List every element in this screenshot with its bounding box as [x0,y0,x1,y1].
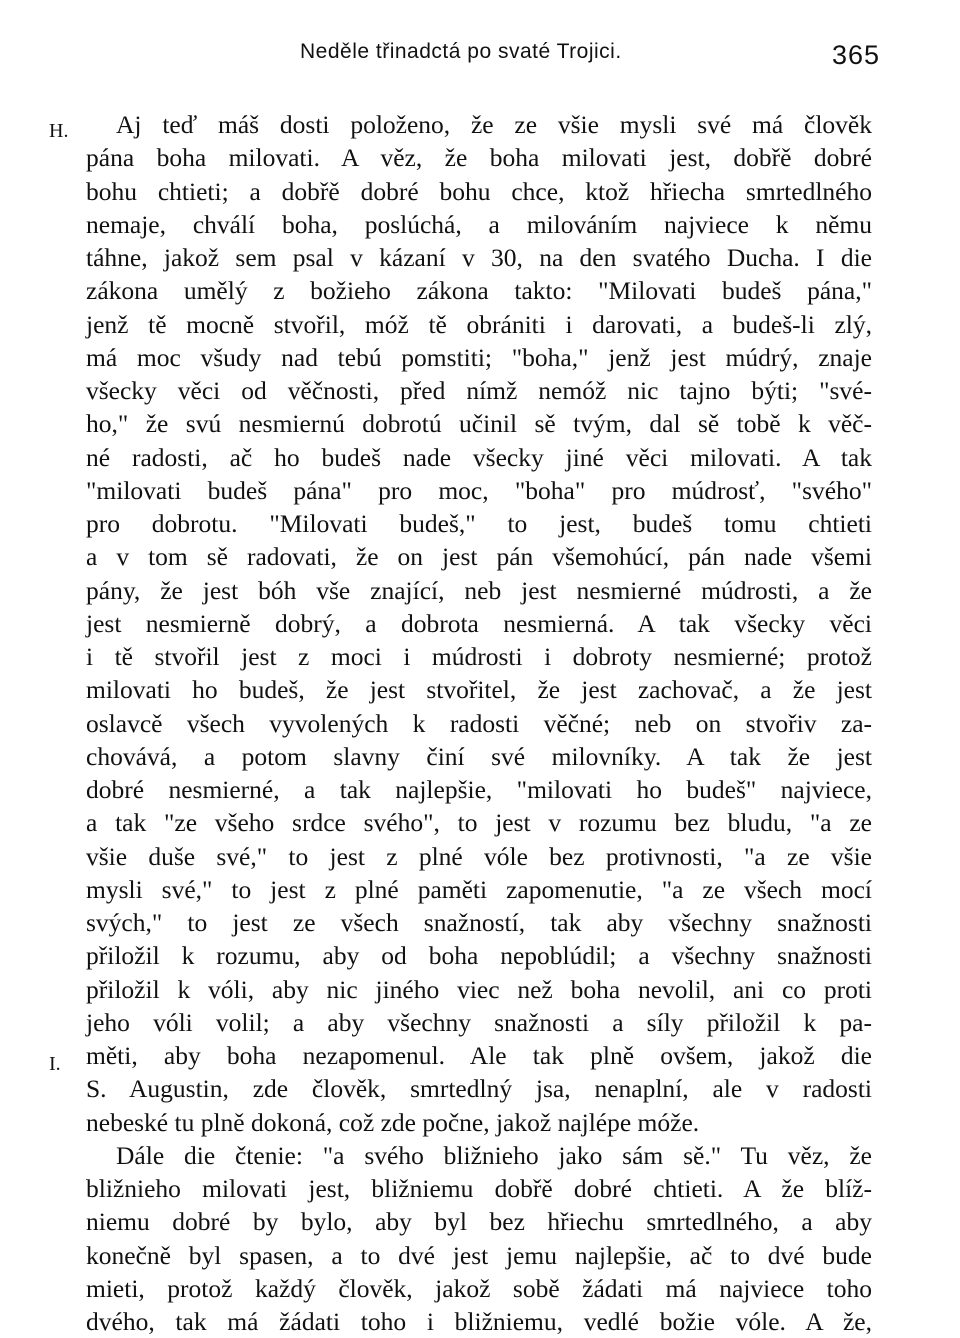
text-line: oslavcě všech vyvolených k radosti věčné; neb on stvořiv za- [86,708,872,738]
text-line: všecky věci od věčnosti, před nímž nemóž nic tajno býti; "své- [86,376,872,405]
text-line: pány, že jest bóh vše znající, neb jest nesmierné múdrosti, a že [86,575,872,605]
text-line: jenž tě mocně stvořil, móž tě obrániti i darovati, a budeš-li zlý, [86,309,872,339]
text-line: S. Augustin, zde člověk, smrtedlný jsa, nenaplní, ale v radosti [86,1074,872,1104]
text-line: dobré nesmierné, a tak najlepšie, "milovati ho budeš" najviece, [86,775,872,804]
text-line: bližnieho milovati jest, bližniemu dobřě dobré chtieti. A že blíž- [86,1174,872,1203]
text-line: Aj teď máš dosti položeno, že ze všie mysli své má člověk [116,110,872,139]
text-line: zákona umělý z božieho zákona takto: "Milovati budeš pána," [86,276,872,306]
text-line: "milovati budeš pána" pro moc, "boha" pro múdrosť, "svého" [86,475,872,505]
text-line: jeho vóli volil; a aby všechny snažnosti a síly přiložil k pa- [86,1007,872,1037]
section-marker-i: I. [49,1053,61,1075]
text-line: jest nesmierně dobrý, a dobrota nesmierná. A tak všecky věci [86,608,872,638]
page-number: 365 [831,40,880,70]
text-line: Dále die čtenie: "a svého bližnieho jako sám sě." Tu věz, že [116,1140,872,1170]
text-line: milovati ho budeš, že jest stvořitel, že jest zachovač, a že jest [86,675,872,705]
text-line: pána boha milovati. A věz, že boha milovati jest, dobřě dobré [86,143,872,173]
text-line: konečně byl spasen, a to dvé jest jemu najlepšie, ač to dvé bude [86,1240,872,1270]
text-line: svých," to jest ze všech snažností, tak aby všechny snažnosti [86,908,872,937]
text-line: i tě stvořil jest z moci i múdrosti i dobroty nesmierné; protož [86,642,872,671]
text-line: bohu chtieti; a dobřě dobré bohu chce, ktož hřiecha smrtedlného [86,176,872,206]
text-line: nebeské tu plně dokoná, což zde počne, jakož najlépe móže. [86,1107,700,1137]
text-line: a v tom sě radovati, že on jest pán všemohúcí, pán nade všemi [86,542,872,572]
text-line: měti, aby boha nezapomenul. Ale tak plně ovšem, jakož die [86,1041,872,1070]
text-line: všie duše své," to jest z plné vóle bez protivnosti, "a ze všie [86,841,872,871]
text-line: ho," že svú nesmiernú dobrotú učinil sě tvým, dal sě tobě k věč- [86,409,872,439]
text-line: přiložil k vóli, aby nic jiného viec než boha nevolil, ani co proti [86,974,872,1004]
text-line: mieti, protož každý člověk, jakož sobě žádati má najviece toho [86,1273,872,1303]
text-line: chovává, a potom slavny činí své milovníky. A tak že jest [86,741,872,771]
text-line: táhne, jakož sem psal v kázaní v 30, na den svatého Ducha. I die [86,243,872,272]
section-marker-h: H. [49,120,69,142]
text-line: niemu dobré by bylo, aby byl bez hřiechu smrtedlného, a aby [86,1207,872,1237]
text-line: pro dobrotu. "Milovati budeš," to jest, budeš tomu chtieti [86,509,872,538]
text-line: a tak "ze všeho srdce svého", to jest v rozumu bez bludu, "a ze [86,808,872,838]
running-head: Neděle třinadctá po svaté Trojici. [300,40,622,63]
text-line: přiložil k rozumu, aby od boha nepoblúdil; a všechny snažnosti [86,941,872,971]
text-line: má moc všudy nad tebú pomstiti; "boha," jenž jest múdrý, znaje [86,342,872,372]
body-text [86,108,872,1338]
text-line: mysli své," to jest z plné paměti zapomenutie, "a ze všech mocí [86,874,872,904]
text-line: né radosti, ač ho budeš nade všecky jiné věci milovati. A tak [86,442,872,472]
text-line: nemaje, chválí boha, poslúchá, a milováním najviece k němu [86,209,872,239]
text-line: dvého, tak má žádati toho i bližniemu, vedlé božie vóle. A že, [86,1307,872,1336]
